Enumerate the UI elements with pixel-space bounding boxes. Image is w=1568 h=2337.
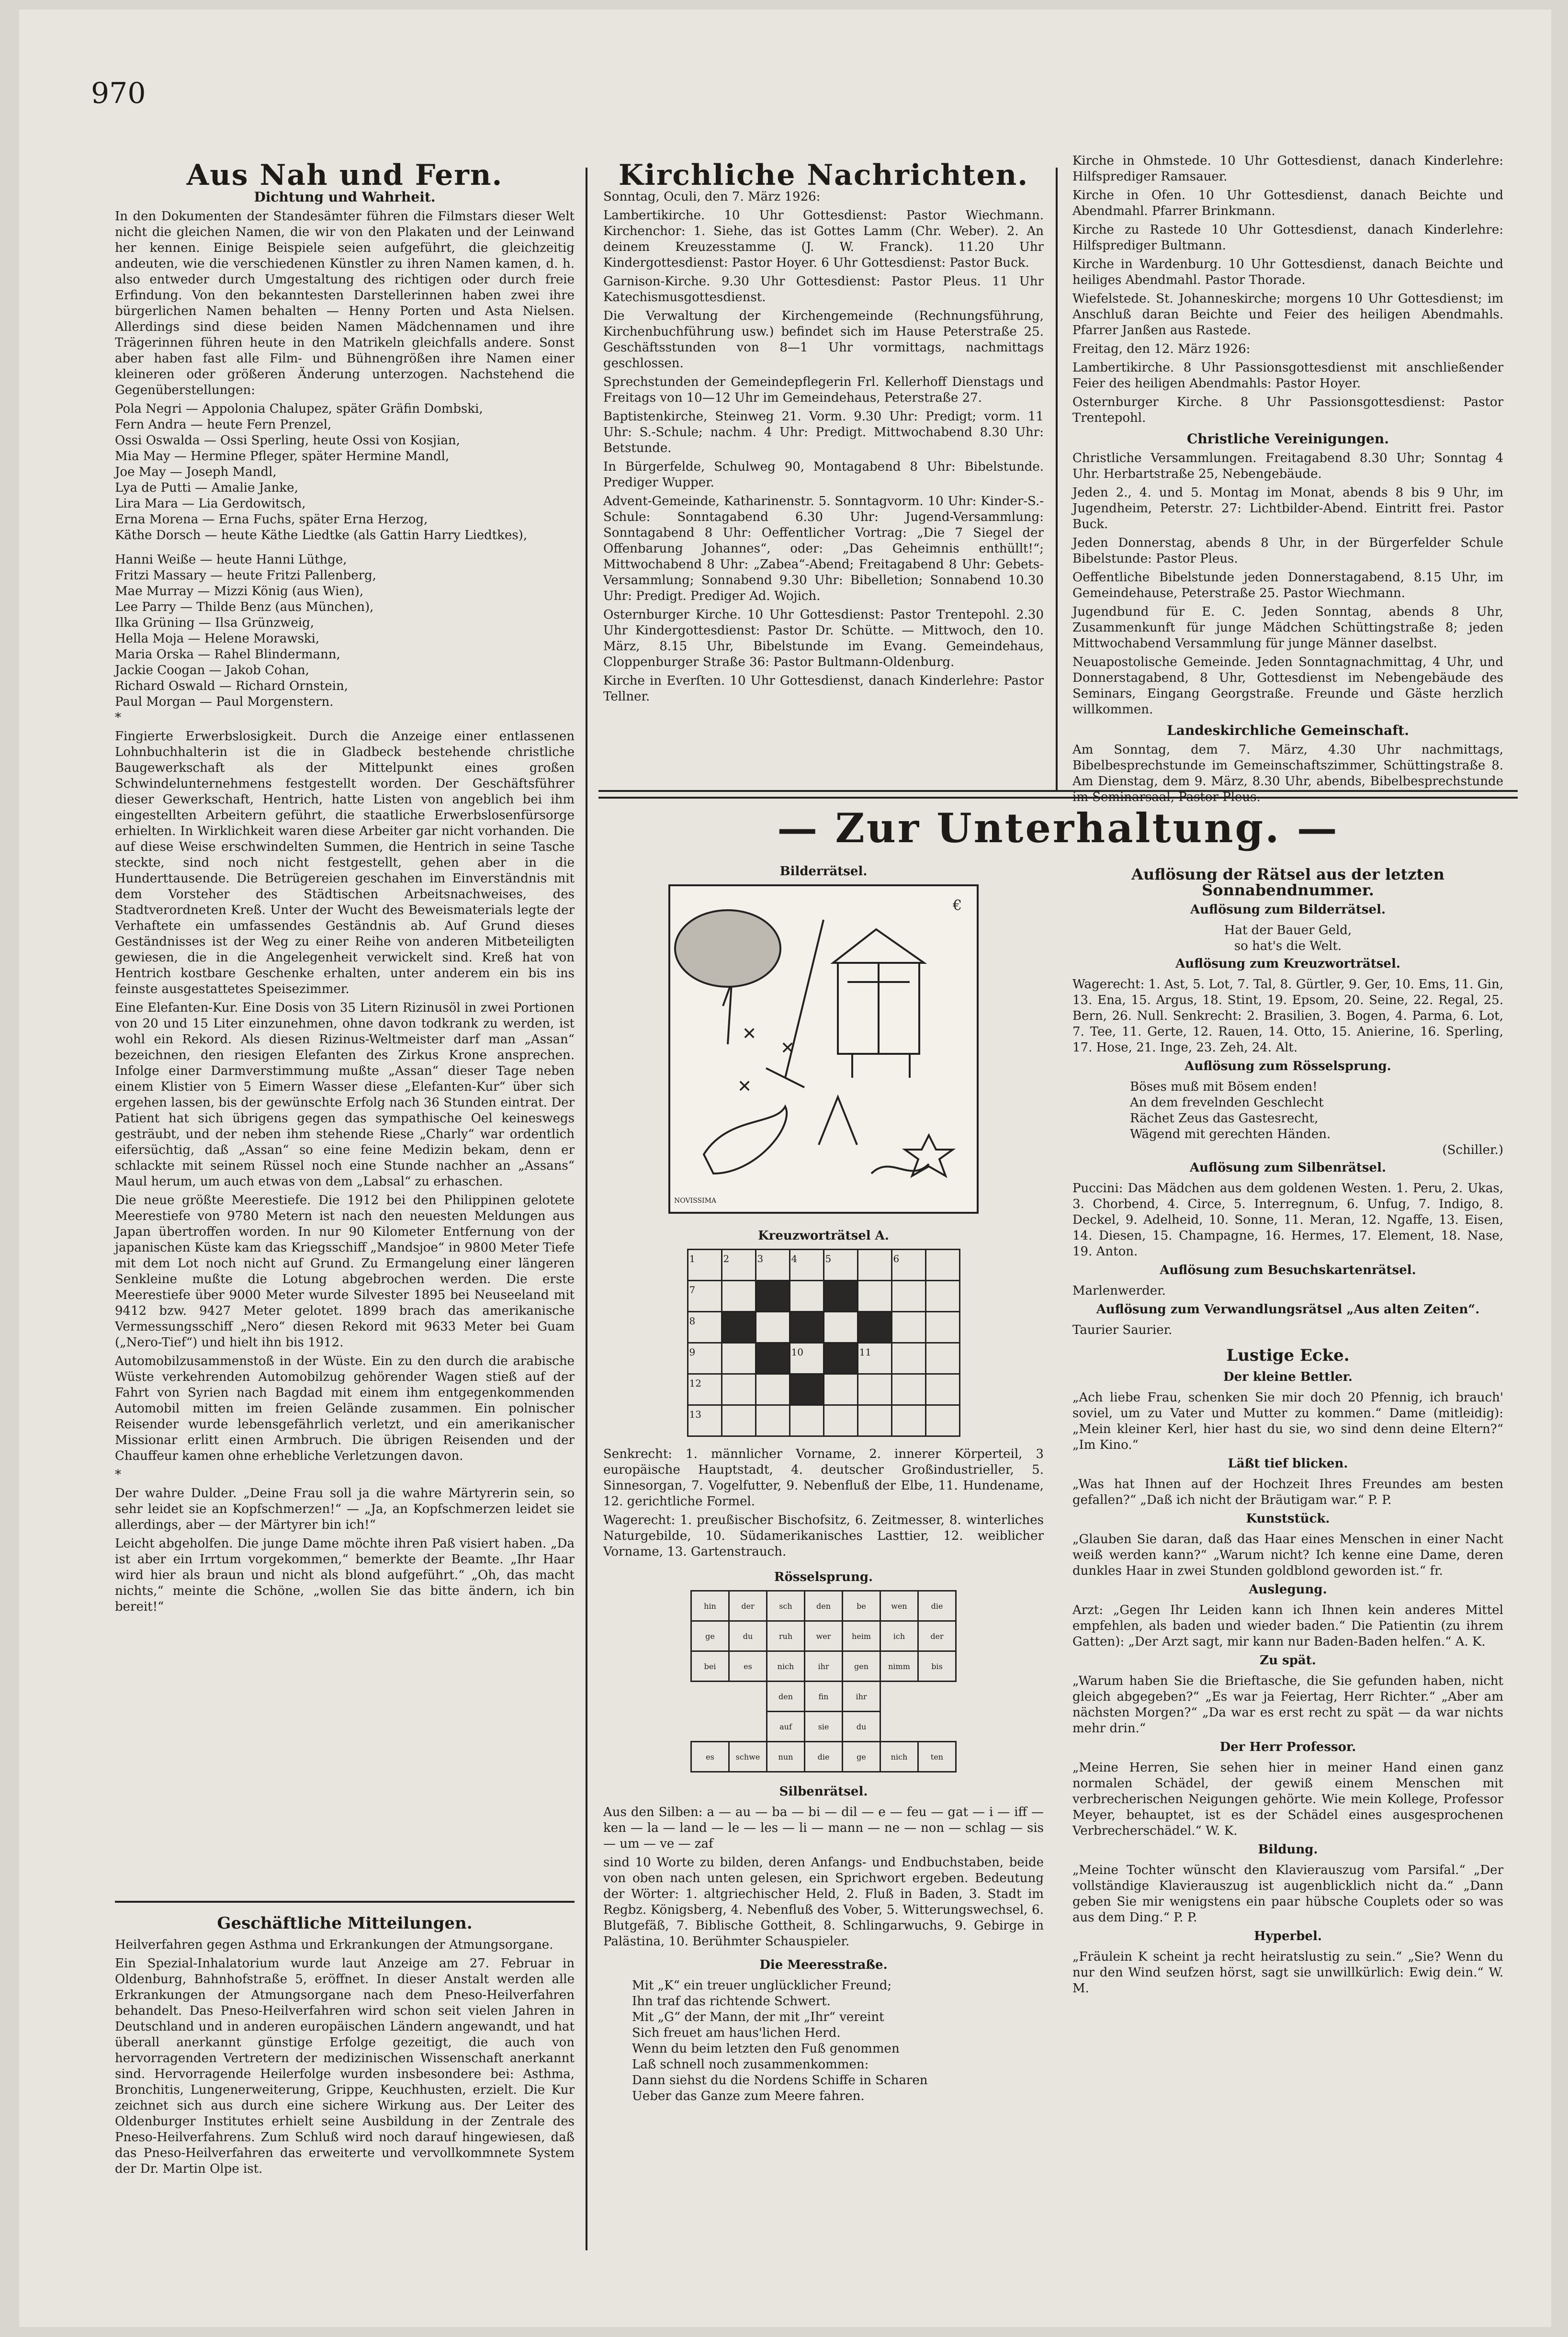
solution-label: Auflösung zum Rösselsprung. — [1184, 1059, 1391, 1073]
article-text: Automobilzusammenstoß in der Wüste. Ein zu den durch die arabische Wüste verkehrenden Automobilzug gehörender Wagen stieß auf der Fahrt von Syrien nach Bagdad mit einem ihm entgegenkommenden Automobil mitten im freien Gelände zusammen. Ein polnischer Reisender wurde lebensgefährlich verletzt, und ein amerikanischer Missionar erlitt einen Armbruch. Die übrigen Reisenden und der Chauffeur kamen ohne erhebliche Verletzungen davon. — [115, 1354, 575, 1463]
crossword-cell — [857, 1250, 891, 1281]
joke-title: Kunststück. — [1246, 1512, 1330, 1526]
crossword-clues-down: Senkrecht: 1. männlicher Vorname, 2. innerer Körperteil, 3 europäische Hauptstadt, 4. deutscher Großindustrieller, 5. Sinnesorgan, 7. Vogelfutter, 9. Nebenfluß der Elbe, 11. Hundename, 12. gerichtliche Formel. — [603, 1447, 1044, 1509]
subheading: Christliche Vereinigungen. — [1187, 431, 1389, 447]
poem-line: Laß schnell noch zusammenkommen: — [632, 2057, 869, 2072]
crossword-cell — [756, 1405, 790, 1436]
joke-text: Arzt: „Gegen Ihr Leiden kann ich Ihnen kein anderes Mittel empfehlen, als baden und wieder baden.“ Die Patientin (zu ihrem Gatten): „Der Arzt sagt, mir kann nur Baden-Baden helfen.“ A. K. — [1072, 1603, 1503, 1649]
joke-text: „Meine Tochter wünscht den Klavierauszug vom Parsifal.“ „Der vollständige Klavierauszug ist augenblicklich nicht da.“ „Dann geben Sie mir wenigstens ein paar hübsche Couplets oder so was aus dem Ding.“ P. P. — [1072, 1863, 1503, 1925]
knight-cell: nimm — [880, 1651, 918, 1682]
knight-cell: ich — [880, 1621, 918, 1651]
crossword-cell — [925, 1405, 959, 1436]
knight-cell-empty — [880, 1712, 918, 1742]
knight-cell: die — [805, 1742, 843, 1772]
crossword-cell — [925, 1250, 959, 1281]
joke-text: „Ach liebe Frau, schenken Sie mir doch 20 Pfennig, ich brauch' soviel, um zu Vater und Mutter zu kommen.“ Dame (mitleidig): „Mein kleiner Kerl, hier hast du sie, wo sind denn deine Eltern?“ „Im Kino.“ — [1072, 1390, 1503, 1452]
solutions-column — [1072, 862, 1503, 1999]
svg-text:✕: ✕ — [742, 1024, 757, 1044]
solution-line: An dem frevelnden Geschlecht — [1130, 1095, 1324, 1110]
crossword-cell: 7 — [688, 1281, 722, 1312]
puzzle-label: Silbenrätsel. — [779, 1784, 868, 1799]
crossword-cell: 3 — [756, 1250, 790, 1281]
separator-asterisk: * — [115, 1468, 121, 1482]
church-entry: Kirche in Ohmstede. 10 Uhr Gottesdienst, danach Kinderlehre: Hilfsprediger Ramsauer. — [1072, 154, 1503, 184]
crossword-cell — [790, 1405, 823, 1436]
solutions-title: Auflösung der Rätsel aus der letzten Sonnabendnummer. — [1131, 865, 1444, 899]
crossword-cell: 4 — [790, 1250, 823, 1281]
church-entry: Garnison-Kirche. 9.30 Uhr Gottesdienst: Pastor Pleus. 11 Uhr Katechismusgottesdienst. — [603, 274, 1044, 305]
crossword-cell — [722, 1405, 756, 1436]
crossword-cell — [823, 1405, 857, 1436]
knight-cell: nich — [880, 1742, 918, 1772]
knight-cell: ihr — [843, 1682, 880, 1712]
joke-text: „Meine Herren, Sie sehen hier in meiner Hand einen ganz normalen Schädel, der gewiß einem Menschen mit verbrecherischen Neigungen gehörte. Wie mein Kollege, Professor Meyer, behauptet, ist es der Schädel eines ausgesprochenen Verbrecherschädel.“ W. K. — [1072, 1761, 1503, 1838]
crossword-cell: 8 — [688, 1312, 722, 1343]
knight-cell: be — [843, 1591, 880, 1621]
knight-cell-empty — [918, 1682, 956, 1712]
knight-cell: hin — [691, 1591, 729, 1621]
poem-line: Mit „G“ der Mann, der mit „Ihr“ vereint — [632, 2010, 884, 2024]
svg-text:€: € — [953, 897, 962, 914]
crossword-cell: 11 — [857, 1343, 891, 1374]
crossword-cell — [857, 1281, 891, 1312]
solution-line: Rächet Zeus das Gastesrecht, — [1130, 1111, 1319, 1126]
solution-poem — [1072, 1079, 1503, 1158]
joke-title: Zu spät. — [1260, 1653, 1316, 1668]
name-entry: Fern Andra — heute Fern Prenzel, — [115, 418, 332, 432]
joke-text: „Fräulein K scheint ja recht heiratslustig zu sein.“ „Sie? Wenn du nur den Wind seufzen hörst, sagt sie unwillkürlich: Ewig dein.“ W. M. — [1072, 1950, 1503, 1996]
crossword-cell — [891, 1343, 925, 1374]
puzzles-column — [603, 862, 1044, 2104]
name-entry: Joe May — Joseph Mandl, — [115, 465, 277, 479]
solution-line: Wägend mit gerechten Händen. — [1130, 1127, 1331, 1141]
knight-cell: es — [729, 1651, 767, 1682]
solution-label: Auflösung zum Silbenrätsel. — [1189, 1161, 1387, 1175]
knight-cell: auf — [767, 1712, 805, 1742]
article-text: Leicht abgeholfen. Die junge Dame möchte ihren Paß visiert haben. „Da ist aber ein Irrtum vorgekommen,“ bemerkte der Beamte. „Ihr Haar wird hier als braun und nicht als blond aufgeführt.“ „Oh, das macht nichts,“ meinte die Schöne, „wollen Sie das bitte ändern, ich bin bereit!“ — [115, 1536, 575, 1614]
knight-cell: sie — [805, 1712, 843, 1742]
poem-line: Ihn traf das richtende Schwert. — [632, 1994, 831, 2009]
knight-cell: nun — [767, 1742, 805, 1772]
knight-cell: fin — [805, 1682, 843, 1712]
article-title-dichtung: Dichtung und Wahrheit. — [254, 189, 436, 205]
joke-text: „Warum haben Sie die Brieftasche, die Sie gefunden haben, nicht gleich abgegeben?“ „Es war ja Feiertag, Herr Richter.“ „Aber am nächsten Morgen?“ „Da war es erst recht zu spät — da war nichts mehr drin.“ — [1072, 1674, 1503, 1736]
church-entry: Am Sonntag, dem 7. März, 4.30 Uhr nachmittags, Bibelbesprechstunde im Gemeinschaftszimmer, Schüttingstraße 8. Am Dienstag, dem 9. März, 8.30 Uhr, abends, Bibelbesprechstunde im Seminarsaal, Pastor Pleus. — [1072, 743, 1503, 804]
crossword-cell: 12 — [688, 1374, 722, 1405]
syllable-clues: sind 10 Worte zu bilden, deren Anfangs- und Endbuchstaben, beide von oben nach unten gelesen, ein Sprichwort ergeben. Bedeutung der Wörter: 1. altgriechischer Held, 2. Fluß in Baden, 3. Stadt im Regbz. Königsberg, 4. Nebenfluß des Vober, 5. Witterungswechsel, 6. Blutgefäß, 7. Biblische Gottheit, 8. Schlingarwuchs, 9. Gebirge in Palästina, 10. Berühmter Schauspieler. — [603, 1855, 1044, 1949]
solution-label: Auflösung zum Bilderrätsel. — [1190, 903, 1386, 917]
crossword-cell — [823, 1312, 857, 1343]
church-entry: Kirche zu Rastede 10 Uhr Gottesdienst, danach Kinderlehre: Hilfsprediger Bultmann. — [1072, 223, 1503, 253]
church-entry: Oeffentliche Bibelstunde jeden Donnerstagabend, 8.15 Uhr, im Gemeindehause, Peterstraße 25. Pastor Wiechmann. — [1072, 570, 1503, 600]
crossword-grid — [687, 1249, 960, 1437]
svg-text:✕: ✕ — [737, 1077, 752, 1096]
crossword-cell — [756, 1374, 790, 1405]
church-entry: In Bürgerfelde, Schulweg 90, Montagabend 8 Uhr: Bibelstunde. Prediger Wupper. — [603, 460, 1044, 490]
church-entry: Christliche Versammlungen. Freitagabend 8.30 Uhr; Sonntag 4 Uhr. Herbartstraße 25, Nebengebäude. — [1072, 451, 1503, 481]
crossword-cell — [891, 1312, 925, 1343]
name-entry: Lee Parry — Thilde Benz (aus München), — [115, 600, 374, 614]
article-text: Der wahre Dulder. „Deine Frau soll ja die wahre Märtyrerin sein, so sehr leidet sie an Kopfschmerzen!“ — „Ja, an Kopfschmerzen leidet sie allerdings, aber — der Märtyrer bin ich!“ — [115, 1486, 575, 1532]
knight-cell: ge — [691, 1621, 729, 1651]
church-entry: Baptistenkirche, Steinweg 21. Vorm. 9.30 Uhr: Predigt; vorm. 11 Uhr: S.-Schule; nachm. 4 Uhr: Predigt. Mittwochabend 8.30 Uhr: Betstunde. — [603, 409, 1044, 455]
date-heading: Sonntag, Oculi, den 7. März 1926: — [603, 190, 821, 204]
solution-text: Marlenwerder. — [1072, 1284, 1166, 1298]
knight-cell: wer — [805, 1621, 843, 1651]
knight-cell: heim — [843, 1621, 880, 1651]
column-church-news — [603, 158, 1044, 708]
column-rule-1 — [586, 168, 587, 2250]
crossword-cell-black — [756, 1343, 790, 1374]
solution-line: so hat's die Welt. — [1234, 939, 1342, 953]
crossword-cell — [891, 1374, 925, 1405]
name-entry: Mae Murray — Mizzi König (aus Wien), — [115, 584, 364, 598]
name-entry: Ilka Grüning — Ilsa Grünzweig, — [115, 616, 314, 630]
crossword-cell-black — [722, 1312, 756, 1343]
name-entry: Mia May — Hermine Pfleger, später Hermine Mandl, — [115, 449, 450, 463]
crossword-cell-black — [857, 1312, 891, 1343]
solution-label: Auflösung zum Verwandlungsrätsel „Aus alten Zeiten“. — [1096, 1302, 1480, 1317]
name-entry: Käthe Dorsch — heute Käthe Liedtke (als Gattin Harry Liedtkes), — [115, 528, 528, 542]
name-entry: Paul Morgan — Paul Morgenstern. — [115, 695, 334, 709]
names-list-b — [115, 552, 575, 710]
section-title-unterhaltung: — Zur Unterhaltung. — — [777, 804, 1339, 852]
crossword-cell-black — [756, 1281, 790, 1312]
subheading: Landeskirchliche Gemeinschaft. — [1167, 723, 1409, 738]
puzzle-label: Bilderrätsel. — [779, 864, 868, 879]
article-text: Die neue größte Meerestiefe. Die 1912 bei den Philippinen gelotete Meerestiefe von 9780 Metern ist nach den neuesten Meldungen aus Japan übertroffen worden. In nur 90 Kilometer Entfernung von der japanischen Küste kam das Kriegsschiff „Mandsjoe“ in 9800 Meter Tiefe mit dem Lot noch nicht auf Grund. Zu Ermangelung einer längeren Senkleine mußte die Lotung abgebrochen werden. Die erste Meerestiefe über 9000 Meter wurde Silvester 1895 bei Neuseeland mit 9412 bzw. 9427 Meter gelotet. 1899 brach das amerikanische Vermessungsschiff „Nero“ diesen Rekord mit 9633 Meter bei Guam („Nero-Tief“) und hielt ihn bis 1912. — [115, 1193, 575, 1350]
knight-cell: der — [729, 1591, 767, 1621]
joke-title: Hyperbel. — [1254, 1929, 1322, 1943]
crossword-cell — [790, 1281, 823, 1312]
poem-line: Dann siehst du die Nordens Schiffe in Scharen — [632, 2073, 928, 2088]
solution-text: Puccini: Das Mädchen aus dem goldenen Westen. 1. Peru, 2. Ukas, 3. Chorbend, 4. Circe, 5. Interregnum, 6. Unfug, 7. Indigo, 8. Deckel, 9. Adelheid, 10. Sonne, 11. Meran, 12. Ngaffe, 13. Eisen, 14. Diesen, 15. Champagne, 16. Hermes, 17. Element, 18. Nase, 19. Anton. — [1072, 1181, 1503, 1259]
knight-cell: den — [767, 1682, 805, 1712]
crossword-cell-black — [823, 1281, 857, 1312]
knight-cell: du — [843, 1712, 880, 1742]
newspaper-page — [19, 10, 1551, 2327]
poem — [603, 1978, 1044, 2104]
solution-text: Taurier Saurier. — [1072, 1323, 1173, 1337]
column-rule-2 — [1056, 168, 1058, 790]
name-entry: Hanni Weiße — heute Hanni Lüthge, — [115, 553, 347, 567]
crossword-cell-black — [823, 1343, 857, 1374]
crossword-cell: 5 — [823, 1250, 857, 1281]
knight-cell: bis — [918, 1651, 956, 1682]
crossword-cell — [857, 1405, 891, 1436]
crossword-cell: 13 — [688, 1405, 722, 1436]
church-entry: Lambertikirche. 8 Uhr Passionsgottesdienst mit anschließender Feier des heiligen Abendmahls: Pastor Hoyer. — [1072, 361, 1503, 391]
puzzle-label: Rösselsprung. — [774, 1570, 873, 1584]
solution-text: Wagerecht: 1. Ast, 5. Lot, 7. Tal, 8. Gürtler, 9. Ger, 10. Ems, 11. Gin, 13. Ena, 15. Argus, 18. Stint, 19. Epsom, 20. Seine, 22. Regal, 25. Bern, 26. Null. Senkrecht: 2. Brasilien, 3. Bogen, 4. Parma, 6. Lot, 7. Tee, 11. Gerte, 12. Rauen, 14. Otto, 15. Anierine, 16. Sperling, 17. Hose, 21. Inge, 23. Zeh, 24. Alt. — [1072, 977, 1503, 1055]
church-entry: Kirche in Everſten. 10 Uhr Gottesdienst, danach Kinderlehre: Pastor Tellner. — [603, 674, 1044, 704]
lustige-ecke-title: Lustige Ecke. — [1226, 1346, 1350, 1365]
poem-line: Mit „K“ ein treuer unglücklicher Freund; — [632, 1978, 892, 1993]
solution-line: Hat der Bauer Geld, — [1224, 923, 1352, 937]
crossword-cell-black — [790, 1374, 823, 1405]
crossword-cell — [857, 1374, 891, 1405]
church-entry: Lambertikirche. 10 Uhr Gottesdienst: Pastor Wiechmann. Kirchenchor: 1. Siehe, das ist Gottes Lamm (Chr. Weber). 2. An deinem Kreuzesstamme (J. W. Franck). 11.20 Uhr Kindergottesdienst: Pastor Hoyer. 6 Uhr Gottesdienst: Pastor Buck. — [603, 208, 1044, 270]
crossword-cell — [925, 1281, 959, 1312]
poem-line: Sich freuet am haus'lichen Herd. — [632, 2026, 841, 2040]
church-entry: Advent-Gemeinde, Katharinenstr. 5. Sonntagvorm. 10 Uhr: Kinder-S.-Schule: Sonntagabend 6.30 Uhr: Jugend-Versammlung: Sonntagabend 8 Uhr: Oeffentlicher Vortrag: „Die 7 Siegel der Offenbarung Johannes“, oder: „Das Geheimnis enthüllt!“; Mittwochabend 8 Uhr: „Zabea“-Abend; Freitagabend 8 Uhr: Gebets-Versammlung; Sonnabend 9.30 Uhr: Bibelletion; Sonnabend 10.30 Uhr: Predigt. Prediger Ad. Wojich. — [603, 494, 1044, 603]
name-entry: Pola Negri — Appolonia Chalupez, später Gräfin Dombski, — [115, 402, 483, 416]
syllable-list: Aus den Silben: a — au — ba — bi — dil — e — feu — gat — i — iff — ken — la — land — le — les — li — mann — ne — non — schlag — sis — um — ve — zaf — [603, 1805, 1044, 1851]
crossword-cell: 6 — [891, 1250, 925, 1281]
solution-line: Böses muß mit Bösem enden! — [1130, 1080, 1318, 1094]
page-number: 970 — [91, 77, 146, 110]
poem-line: Ueber das Ganze zum Meere fahren. — [632, 2089, 865, 2103]
crossword-cell — [925, 1312, 959, 1343]
solution-label: Auflösung zum Besuchskartenrätsel. — [1160, 1263, 1416, 1277]
name-entry: Lira Mara — Lia Gerdowitsch, — [115, 497, 306, 511]
business-text: Ein Spezial-Inhalatorium wurde laut Anzeige am 27. Februar in Oldenburg, Bahnhofstraße 5, eröffnet. In dieser Anstalt werden alle Erkrankungen der Atmungsorgane nach dem Pneso-Heilverfahren behandelt. Das Pneso-Heilverfahren wird schon seit vielen Jahren in Deutschland und in anderen europäischen Ländern angewandt, und hat überall anerkannt günstige Erfolge gezeitigt, die auch von hervorragenden Vertretern der medizinischen Wissenschaft anerkannt sind. Hervorragende Heilerfolge wurden insbesondere bei: Asthma, Bronchitis, Lungenerweiterung, Grippe, Keuchhusten, erzielt. Die Kur zeichnet sich aus durch eine sichere Wirkung aus. Der Leiter des Oldenburger Institutes erhielt seine Ausbildung in der Zentrale des Pneso-Heilverfahrens. Zum Schluß wird noch darauf hingewiesen, daß das Pneso-Heilverfahren das erweiterte und vervollkommnete System der Dr. Martin Olpe ist. — [115, 1956, 575, 2176]
article-text: In den Dokumenten der Standesämter führen die Filmstars dieser Welt nicht die gleichen Namen, die wir von den Plakaten und der Leinwand her kennen. Einige Beispiele seien aufgeführt, die gleichzeitig andeuten, wie die verschiedenen Künstler zu ihren Namen kamen, d. h. also entweder durch Umgestaltung des richtigen oder durch freie Erfindung. Von den bekanntesten Darstellerinnen haben zwei ihre bürgerlichen Namen behalten — Henny Porten und Asta Nielsen. Allerdings sind diese beiden Namen Mädchennamen und ihre Trägerinnen führen heute in den Matrikeln gleichfalls andere. Sonst aber haben fast alle Film- und Bühnengrößen ihre Namen einer kleineren oder größeren Änderung unterzogen. Nachstehend die Gegenüberstellungen: — [115, 209, 575, 397]
crossword-cell — [722, 1343, 756, 1374]
crossword-cell — [722, 1374, 756, 1405]
knight-cell-empty — [691, 1682, 729, 1712]
knight-cell: nich — [767, 1651, 805, 1682]
knight-cell: wen — [880, 1591, 918, 1621]
column-church-news-cont — [1072, 153, 1503, 808]
church-entry: Jeden 2., 4. und 5. Montag im Monat, abends 8 bis 9 Uhr, im Jugendheim, Peterstr. 27: Lichtbilder-Abend. Eintritt frei. Pastor Buck. — [1072, 485, 1503, 531]
picture-credit: NOVISSIMA — [674, 1197, 717, 1205]
name-entry: Jackie Coogan — Jakob Cohan, — [115, 663, 309, 677]
names-list-a — [115, 401, 575, 543]
knight-cell: ten — [918, 1742, 956, 1772]
knight-cell-empty — [918, 1712, 956, 1742]
crossword-cell: 1 — [688, 1250, 722, 1281]
picture-puzzle-drawing — [670, 886, 977, 1212]
name-entry: Lya de Putti — Amalie Janke, — [115, 481, 298, 495]
solution-line: (Schiller.) — [1442, 1143, 1503, 1157]
church-entry: Osternburger Kirche. 8 Uhr Passionsgottesdienst: Pastor Trentepohl. — [1072, 395, 1503, 425]
business-title: Geschäftliche Mitteilungen. — [217, 1914, 473, 1933]
article-text: Eine Elefanten-Kur. Eine Dosis von 35 Litern Rizinusöl in zwei Portionen von 20 und 15 Liter einzunehmen, ohne davon todkrank zu werden, ist wohl ein Rekord. Als diesen Rizinus-Weltmeister darf man „Assan“ bezeichnen, den riesigen Elefanten des Zirkus Krone ansprechen. Infolge einer Darmverstimmung mußte „Assan“ dieser Tage neben einem Klistier von 5 Eimern Wasser diese „Elefanten-Kur“ über sich ergehen lassen, bis der gewünschte Erfolg nach 36 Stunden eintrat. Der Patient hat sich übrigens gegen das sympathische Oel keineswegs gesträubt, und der neben ihm stehende Riese „Charly“ war ordentlich eifersüchtig, daß „Assan“ so eine feine Medizin bekam, denn er schlackte mit seinem Rüssel noch eine Stunde nachher an „Assans“ Maul herum, um auch etwas von dem „Labsal“ zu erhaschen. — [115, 1001, 575, 1189]
knight-cell-empty — [729, 1712, 767, 1742]
column-news — [115, 158, 575, 1618]
knight-cell-empty — [691, 1712, 729, 1742]
name-entry: Maria Orska — Rahel Blindermann, — [115, 647, 340, 662]
knight-cell: bei — [691, 1651, 729, 1682]
church-entry: Jugendbund für E. C. Jeden Sonntag, abends 8 Uhr, Zusammenkunft für junge Mädchen Schüttingstraße 8; jeden Mittwochabend Versammlung für junge Männer daselbst. — [1072, 605, 1503, 651]
crossword-cell — [823, 1374, 857, 1405]
solution-text — [1072, 923, 1503, 954]
knight-cell-empty — [880, 1682, 918, 1712]
poem-line: Wenn du beim letzten den Fuß genommen — [632, 2042, 900, 2056]
business-subtitle: Heilverfahren gegen Asthma und Erkrankungen der Atmungsorgane. — [115, 1938, 553, 1952]
name-entry: Richard Oswald — Richard Ornstein, — [115, 679, 348, 693]
crossword-cell — [722, 1281, 756, 1312]
knight-cell: ge — [843, 1742, 880, 1772]
joke-text: „Glauben Sie daran, daß das Haar eines Menschen in einer Nacht weiß werden kann?“ „Warum nicht? Ich kenne eine Dame, deren dunkles Haar in zwei Stunden goldblond geworden ist.“ fr. — [1072, 1532, 1503, 1578]
church-entry: Die Verwaltung der Kirchengemeinde (Rechnungsführung, Kirchenbuchführung usw.) befindet sich im Hause Peterstraße 25. Geschäftsstunden von 8—1 Uhr vormittags, nachmittags geschlossen. — [603, 309, 1044, 371]
knight-cell: die — [918, 1591, 956, 1621]
knight-cell: sch — [767, 1591, 805, 1621]
knight-cell: den — [805, 1591, 843, 1621]
church-entry: Kirche in Wardenburg. 10 Uhr Gottesdienst, danach Beichte und heiliges Abendmahl. Pastor Thorade. — [1072, 257, 1503, 287]
section-title-kirchliche: Kirchliche Nachrichten. — [618, 158, 1029, 192]
svg-text:✕: ✕ — [780, 1039, 795, 1058]
puzzle-label: Kreuzworträtsel A. — [758, 1229, 889, 1243]
crossword-cell — [756, 1312, 790, 1343]
article-text: Fingierte Erwerbslosigkeit. Durch die Anzeige einer entlassenen Lohnbuchhalterin ist die in Gladbeck bestehende christliche Baugewerkschaft als der Mittelpunkt eines großen Schwindelunternehmens festgestellt worden. Der Geschäftsführer dieser Gewerkschaft, Hentrich, hatte Listen von angeblich bei ihm eingestellten Arbeitern geführt, die staatliche Erwerbslosenfürsorge erhielten. In Wirklichkeit waren diese Arbeiter gar nicht vorhanden. Die auf diese Weise erschwindelten Summen, die Hentrich in seine Tasche steckte, sind noch nicht festgestellt, gehen aber in die Hunderttausende. Die Betrügereien geschahen im Einverständnis mit dem Vorsteher des Städtischen Arbeitsnachweises, des Stadtverordneten Kreß. Unter der Wucht des Beweismaterials legte der Verhaftete ein umfassendes Geständnis ab. Auf Grund dieses Geständnisses ist der Weg zu einer Reihe von anderen Mitbeteiligten gewiesen, die in die Angelegenheit verwickelt sind. Kreß hat von Hentrich kostbare Geschenke erhalten, unter anderem ein bis ins feinste ausgestattetes Speisezimmer. — [115, 729, 575, 996]
biz-divider — [115, 1901, 575, 1903]
crossword-cell: 2 — [722, 1250, 756, 1281]
church-entry: Neuapostolische Gemeinde. Jeden Sonntagnachmittag, 4 Uhr, und Donnerstagabend, 8 Uhr, Gottesdienst im Nebengebäude des Seminars, Eingang Georgstraße. Freunde und Gäste herzlich willkommen. — [1072, 655, 1503, 717]
business-notes — [115, 1913, 575, 2180]
puzzle-label: Die Meeresstraße. — [759, 1958, 888, 1972]
knight-cell: es — [691, 1742, 729, 1772]
crossword-cell — [891, 1405, 925, 1436]
joke-text: „Was hat Ihnen auf der Hochzeit Ihres Freundes am besten gefallen?“ „Daß ich nicht der Bräutigam war.“ P. P. — [1072, 1477, 1503, 1507]
picture-puzzle — [668, 884, 979, 1214]
separator-asterisk: * — [115, 711, 121, 725]
knight-cell: ihr — [805, 1651, 843, 1682]
crossword-cell: 10 — [790, 1343, 823, 1374]
knight-cell: ruh — [767, 1621, 805, 1651]
crossword-cell — [891, 1281, 925, 1312]
knight-cell-empty — [729, 1682, 767, 1712]
name-entry: Hella Moja — Helene Morawski, — [115, 632, 320, 646]
date-heading: Freitag, den 12. März 1926: — [1072, 342, 1251, 356]
crossword-cell — [925, 1374, 959, 1405]
section-title-aus-nah-und-fern: Aus Nah und Fern. — [186, 158, 503, 192]
crossword-cell-black — [790, 1312, 823, 1343]
knight-cell: schwe — [729, 1742, 767, 1772]
church-entry: Wiefelstede. St. Johanneskirche; morgens 10 Uhr Gottesdienst; im Anschluß daran Beichte und Feier des heiligen Abendmahls. Pfarrer Janßen aus Rastede. — [1072, 292, 1503, 338]
church-entry: Sprechstunden der Gemeindepflegerin Frl. Kellerhoff Dienstags und Freitags von 10—12 Uhr im Gemeindehaus, Peterstraße 27. — [603, 375, 1044, 405]
solution-label: Auflösung zum Kreuzworträtsel. — [1175, 957, 1400, 971]
joke-title: Auslegung. — [1249, 1582, 1327, 1597]
knight-cell: du — [729, 1621, 767, 1651]
joke-title: Der kleine Bettler. — [1223, 1370, 1353, 1384]
knight-cell: gen — [843, 1651, 880, 1682]
name-entry: Erna Morena — Erna Fuchs, später Erna Herzog, — [115, 512, 428, 527]
crossword-clues-across: Wagerecht: 1. preußischer Bischofsitz, 6. Zeitmesser, 8. winterliches Naturgebilde, 10. Südamerikanisches Lasttier, 12. weiblicher Vorname, 13. Gartenstrauch. — [603, 1513, 1044, 1559]
name-entry: Ossi Oswalda — Ossi Sperling, heute Ossi von Kosjian, — [115, 433, 460, 448]
church-entry: Kirche in Ofen. 10 Uhr Gottesdienst, danach Beichte und Abendmahl. Pfarrer Brinkmann. — [1072, 188, 1503, 218]
crossword-cell — [925, 1343, 959, 1374]
joke-title: Läßt tief blicken. — [1228, 1456, 1348, 1471]
joke-title: Der Herr Professor. — [1219, 1740, 1356, 1754]
knight-move-grid — [690, 1590, 957, 1773]
name-entry: Fritzi Massary — heute Fritzi Pallenberg, — [115, 568, 376, 583]
knight-cell: der — [918, 1621, 956, 1651]
church-entry: Jeden Donnerstag, abends 8 Uhr, in der Bürgerfelder Schule Bibelstunde: Pastor Pleus. — [1072, 536, 1503, 566]
joke-title: Bildung. — [1258, 1842, 1318, 1857]
crossword-cell: 9 — [688, 1343, 722, 1374]
church-entry: Osternburger Kirche. 10 Uhr Gottesdienst: Pastor Trentepohl. 2.30 Uhr Kindergottesdienst: Pastor Dr. Schütte. — Mittwoch, den 10. März, 8.15 Uhr, Bibelstunde im Evang. Gemeindehaus, Cloppenburger Straße 36: Pastor Bultmann-Oldenburg. — [603, 608, 1044, 669]
